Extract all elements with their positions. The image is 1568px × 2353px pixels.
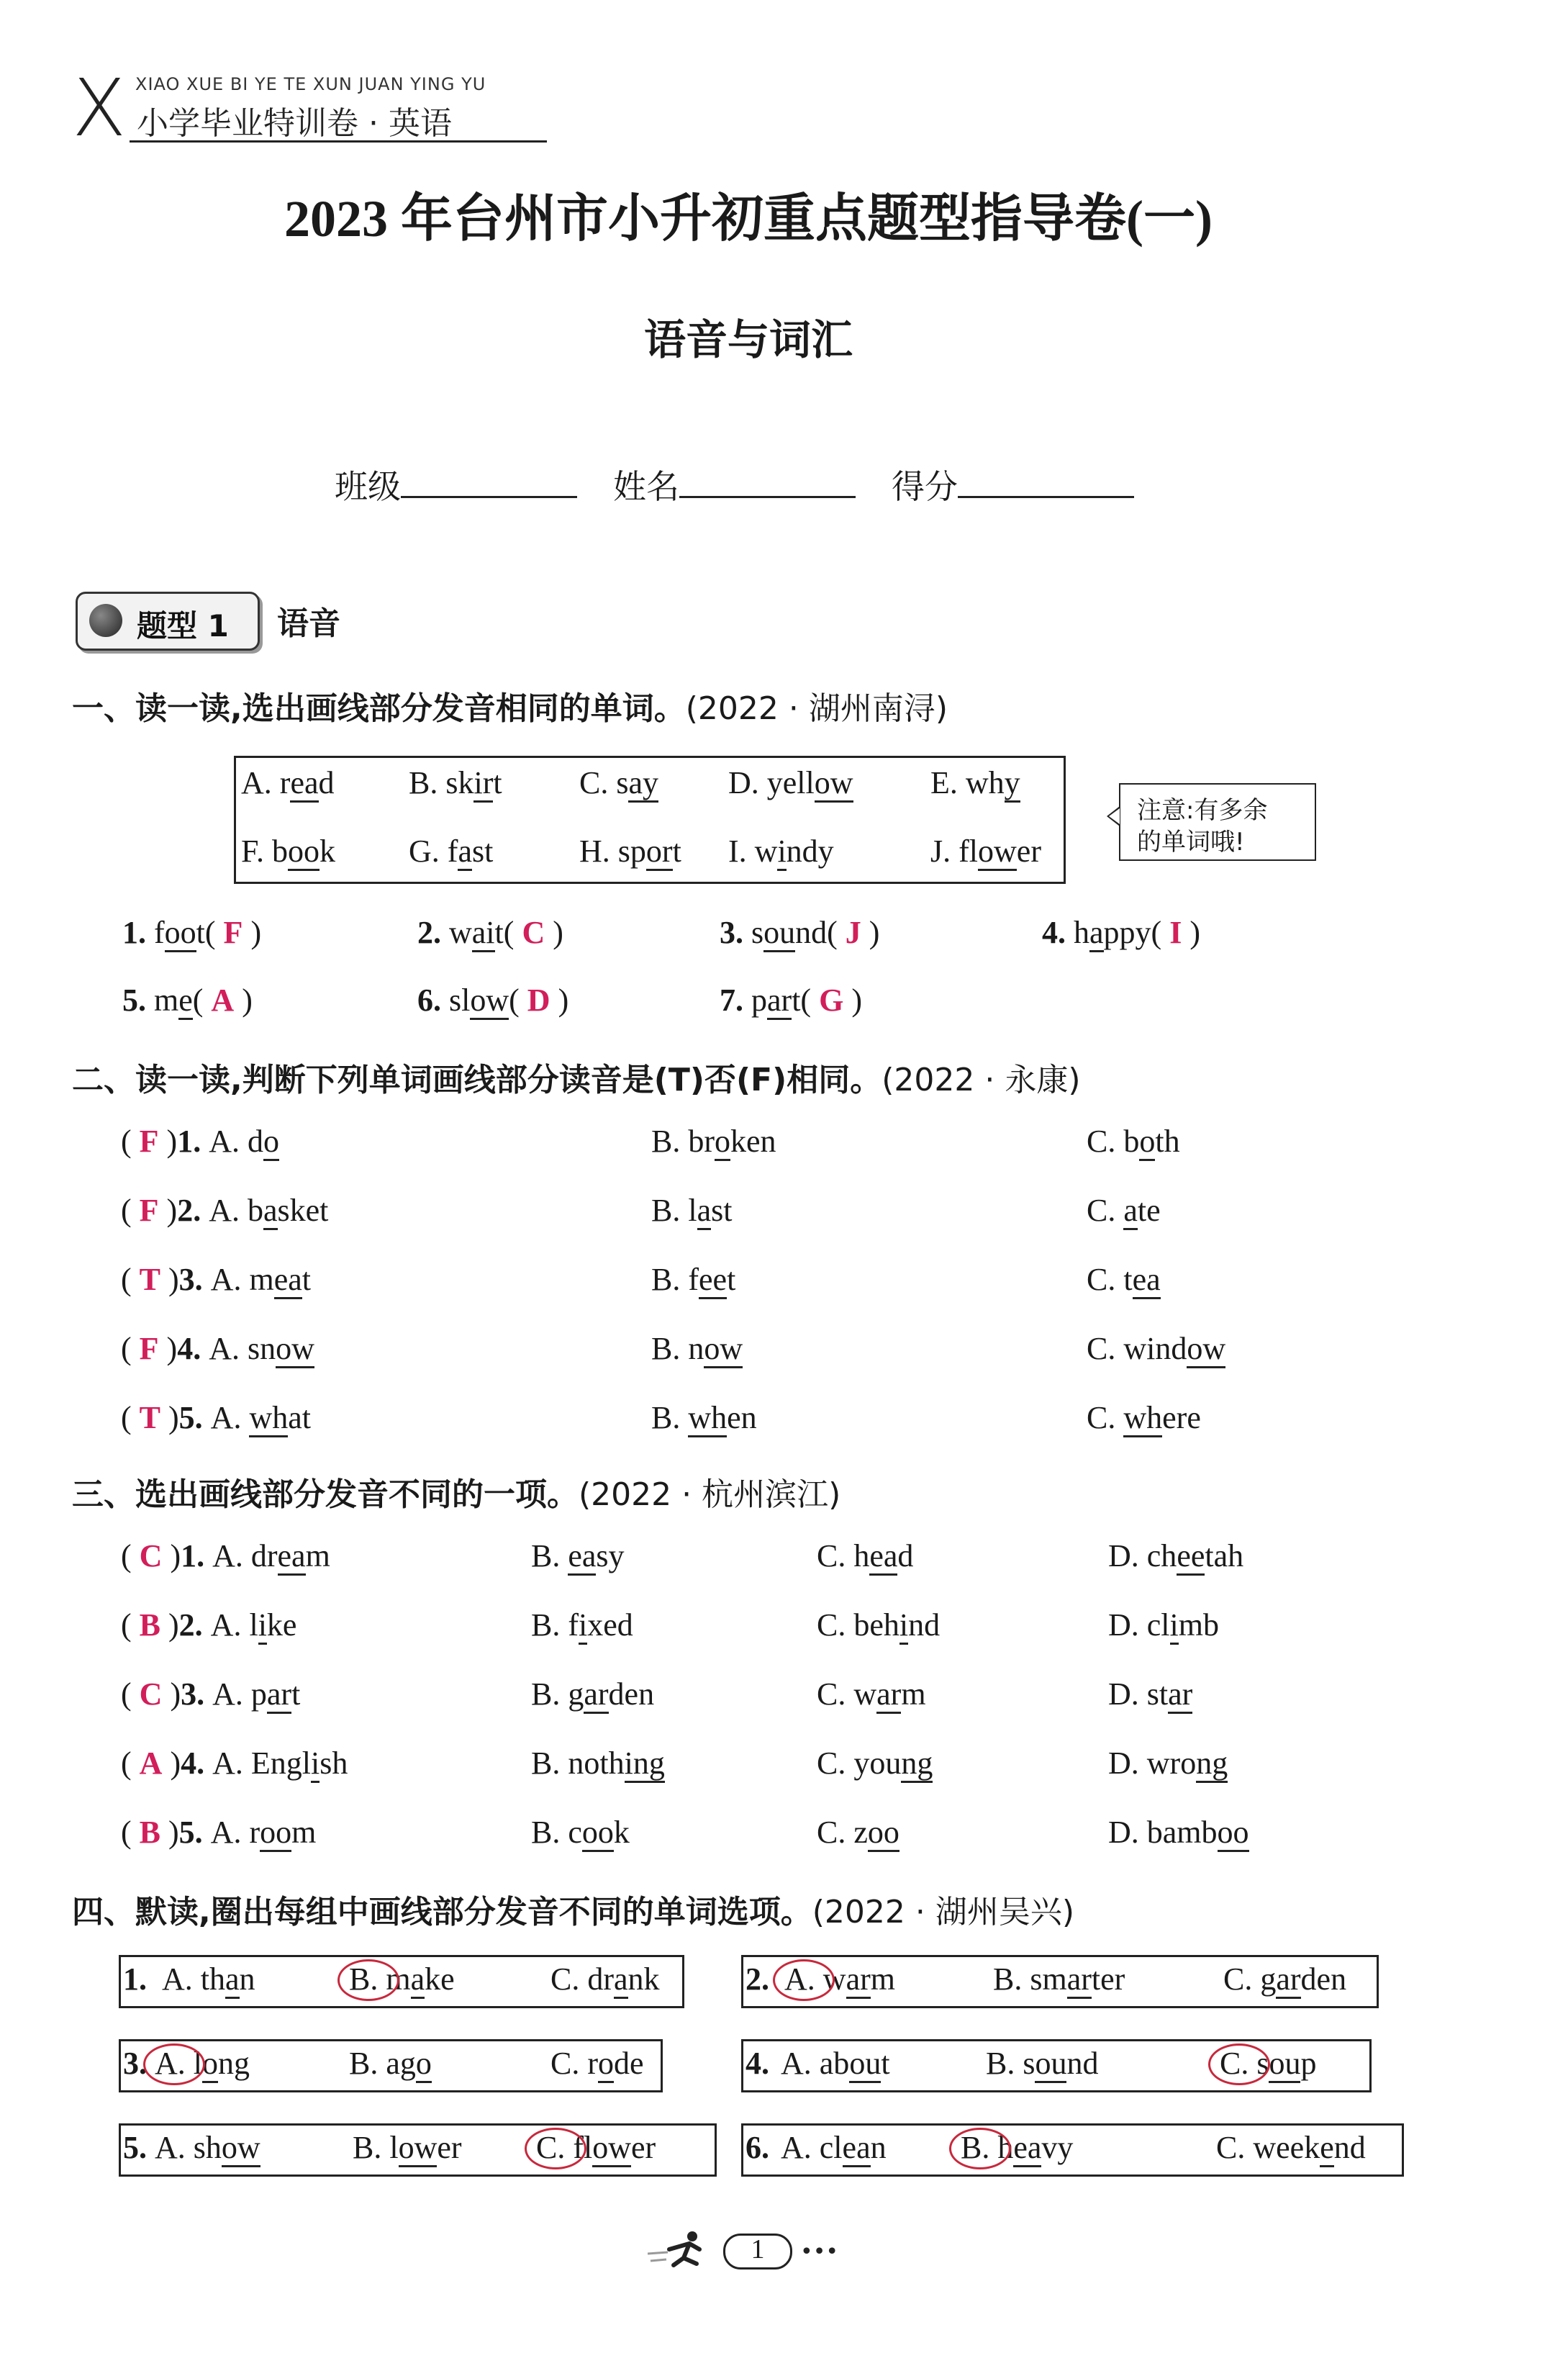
underlined-letters: ar bbox=[1276, 1961, 1300, 1999]
question-number: 1. bbox=[123, 1961, 147, 1997]
option: B. last bbox=[651, 1191, 732, 1231]
option: C. window bbox=[1087, 1329, 1225, 1369]
underlined-letters: oo bbox=[868, 1815, 899, 1852]
info-row bbox=[335, 461, 1134, 508]
option-letter[interactable]: B. bbox=[353, 2130, 382, 2165]
word: wrong bbox=[1147, 1745, 1228, 1783]
option-letter[interactable]: B. bbox=[349, 1961, 379, 1997]
word: soup bbox=[1256, 2046, 1316, 2083]
word: make bbox=[386, 1961, 454, 1999]
question-number: 3. bbox=[123, 2046, 147, 2081]
option bbox=[1216, 2128, 1366, 2168]
badge-ball-icon bbox=[89, 604, 122, 637]
option bbox=[781, 2128, 887, 2168]
underlined-letters: oo bbox=[288, 834, 320, 871]
name-label: 姓名 bbox=[613, 467, 679, 506]
word: climb bbox=[1147, 1607, 1219, 1645]
underlined-letters: ea bbox=[1013, 2130, 1041, 2167]
option bbox=[550, 2043, 644, 2084]
underlined-letters: ing bbox=[625, 1745, 665, 1783]
underlined-letters: ea bbox=[843, 2130, 871, 2167]
word: book bbox=[272, 834, 335, 871]
answer-slot[interactable]: C bbox=[522, 915, 545, 950]
option: D. wrong bbox=[1108, 1743, 1228, 1784]
question-item: 2. wait( C ) bbox=[417, 913, 563, 953]
underlined-letters: ea bbox=[1133, 1262, 1161, 1299]
option: D. climb bbox=[1108, 1605, 1219, 1645]
answer-slot[interactable]: A bbox=[211, 983, 235, 1018]
word: warm bbox=[853, 1676, 925, 1714]
option-letter[interactable]: C. bbox=[536, 2130, 566, 2165]
answer-slot[interactable]: F bbox=[139, 1124, 159, 1159]
underlined-letters: y bbox=[1005, 765, 1020, 803]
question-number: 3. bbox=[720, 915, 751, 950]
option: C. warm bbox=[817, 1674, 926, 1715]
underlined-letters: ow bbox=[815, 765, 853, 803]
option: B. cook bbox=[531, 1812, 630, 1853]
answer-slot[interactable]: C bbox=[139, 1538, 163, 1573]
option-letter[interactable]: A. bbox=[155, 2046, 186, 2081]
underlined-letters: ow bbox=[470, 983, 509, 1020]
question-number: 2. bbox=[177, 1193, 209, 1228]
word: both bbox=[1123, 1124, 1179, 1161]
underlined-letters: e bbox=[178, 983, 193, 1020]
option-letter[interactable]: B. bbox=[986, 2046, 1015, 2081]
word: about bbox=[820, 2046, 890, 2083]
option bbox=[162, 1959, 255, 2000]
bank-word: J. flower bbox=[930, 831, 1041, 872]
question-number: 1. bbox=[177, 1124, 209, 1159]
question-number: 5. bbox=[122, 983, 154, 1018]
word: smarter bbox=[1030, 1961, 1125, 1999]
option: C. tea bbox=[1087, 1260, 1161, 1300]
question-item: 6. slow( D ) bbox=[417, 980, 568, 1021]
badge-label: 题型 1 bbox=[137, 608, 229, 643]
word: sport bbox=[618, 834, 681, 871]
word: sound bbox=[751, 915, 827, 952]
word: slow bbox=[449, 983, 509, 1020]
underlined-letters: ou bbox=[1269, 2046, 1300, 2083]
word: zoo bbox=[853, 1815, 899, 1852]
word: long bbox=[194, 2046, 250, 2083]
word: when bbox=[688, 1400, 756, 1437]
answer-slot[interactable]: T bbox=[139, 1400, 161, 1435]
underlined-letters: ow bbox=[1187, 1331, 1225, 1368]
word: meat bbox=[249, 1262, 311, 1299]
question-item: 4. happy( I ) bbox=[1042, 913, 1200, 953]
underlined-letters: a bbox=[1089, 915, 1104, 952]
bank-word: E. why bbox=[930, 763, 1020, 803]
underlined-letters: ow bbox=[276, 1331, 314, 1368]
word: bamboo bbox=[1147, 1815, 1249, 1852]
name-blank[interactable] bbox=[679, 467, 856, 498]
underlined-letters: ir bbox=[473, 765, 493, 803]
section1-heading: 一、读一读,选出画线部分发音相同的单词。(2022 · 湖州南浔) bbox=[72, 690, 948, 727]
word: say bbox=[616, 765, 658, 803]
bank-word: C. say bbox=[579, 763, 658, 803]
underlined-letters: ar bbox=[846, 1961, 871, 1999]
underlined-letters: a bbox=[225, 1961, 240, 1999]
word: clean bbox=[820, 2130, 887, 2167]
underlined-letters: ea bbox=[568, 1538, 596, 1576]
word: part bbox=[251, 1676, 300, 1714]
word: do bbox=[248, 1124, 279, 1161]
option: B. broken bbox=[651, 1121, 776, 1162]
word: me bbox=[154, 983, 193, 1020]
section2-heading: 二、读一读,判断下列单词画线部分读音是(T)否(F)相同。(2022 · 永康) bbox=[72, 1062, 1081, 1098]
answer-slot[interactable]: F bbox=[139, 1193, 159, 1228]
answer-slot[interactable]: F bbox=[139, 1331, 159, 1366]
question-number: 6. bbox=[746, 2130, 769, 2165]
word: fixed bbox=[568, 1607, 633, 1645]
question-row: ( F )1. A. do bbox=[121, 1121, 279, 1162]
option-letter[interactable]: B. bbox=[961, 2130, 990, 2165]
question-number: 3. bbox=[181, 1676, 213, 1712]
underlined-letters: ng bbox=[901, 1745, 933, 1783]
option-letter[interactable]: C. bbox=[1223, 1961, 1253, 1997]
word: now bbox=[688, 1331, 743, 1368]
word: warm bbox=[823, 1961, 895, 1999]
underlined-letters: ar bbox=[1168, 1676, 1192, 1714]
header-pinyin: XIAO XUE BI YE TE XUN JUAN YING YU bbox=[135, 74, 486, 94]
word: easy bbox=[568, 1538, 624, 1576]
option: B. easy bbox=[531, 1536, 625, 1576]
topic-badge bbox=[76, 592, 260, 651]
option-letter[interactable]: B. bbox=[993, 1961, 1023, 1997]
bank-word: H. sport bbox=[579, 831, 681, 872]
answer-slot[interactable]: F bbox=[223, 915, 243, 950]
underlined-letters: a bbox=[263, 1193, 278, 1230]
logo-letter: X bbox=[72, 62, 127, 154]
option-letter[interactable]: A. bbox=[781, 2046, 812, 2081]
score-label: 得分 bbox=[892, 467, 958, 506]
underlined-letters: a bbox=[614, 1961, 628, 1999]
underlined-letters: oo bbox=[582, 1815, 614, 1852]
underlined-letters: ou bbox=[763, 915, 795, 952]
bank-word: A. read bbox=[241, 763, 335, 803]
underlined-letters: o bbox=[715, 1124, 730, 1161]
word: sound bbox=[1023, 2046, 1098, 2083]
answer-slot[interactable]: T bbox=[139, 1262, 161, 1297]
answer-slot[interactable]: J bbox=[845, 915, 861, 950]
section4-heading: 四、默读,圈出每组中画线部分发音不同的单词选项。(2022 · 湖州吴兴) bbox=[72, 1894, 1074, 1930]
option: B. garden bbox=[531, 1674, 654, 1715]
word: flower bbox=[959, 834, 1041, 871]
word: flower bbox=[573, 2130, 656, 2167]
class-blank[interactable] bbox=[401, 467, 577, 498]
underlined-letters: a bbox=[458, 834, 472, 871]
option: C. head bbox=[817, 1536, 913, 1576]
word: nothing bbox=[568, 1745, 664, 1783]
question-number: 4. bbox=[1042, 915, 1074, 950]
question-number: 5. bbox=[123, 2130, 147, 2165]
option bbox=[993, 1959, 1125, 2000]
question-number: 7. bbox=[720, 983, 751, 1018]
underlined-letters: wh bbox=[249, 1400, 288, 1437]
header bbox=[72, 62, 547, 154]
question-number: 4. bbox=[177, 1331, 209, 1366]
option: C. both bbox=[1087, 1121, 1180, 1162]
underlined-letters: e bbox=[1320, 2130, 1334, 2167]
word: read bbox=[280, 765, 335, 803]
underlined-letters: ee bbox=[1177, 1538, 1205, 1576]
answer-slot[interactable]: B bbox=[139, 1815, 161, 1850]
underlined-letters: i bbox=[311, 1745, 320, 1783]
topic-label: 语音 bbox=[277, 605, 340, 642]
option: B. when bbox=[651, 1398, 757, 1438]
answer-slot[interactable]: B bbox=[139, 1607, 161, 1643]
word: than bbox=[201, 1961, 255, 1999]
underlined-letters: o bbox=[263, 1124, 279, 1161]
underlined-letters: ea bbox=[274, 1262, 302, 1299]
word: ago bbox=[386, 2046, 432, 2083]
page-dots: ••• bbox=[800, 2239, 839, 2264]
word: cheetah bbox=[1147, 1538, 1243, 1576]
underlined-letters: i bbox=[899, 1607, 908, 1645]
score-blank[interactable] bbox=[958, 467, 1134, 498]
word: garden bbox=[568, 1676, 654, 1714]
word: room bbox=[249, 1815, 316, 1852]
answer-circle bbox=[773, 1959, 835, 2001]
option bbox=[353, 2128, 462, 2168]
underlined-letters: wh bbox=[1123, 1400, 1162, 1437]
answer-circle bbox=[143, 2043, 205, 2085]
question-number: 4. bbox=[181, 1745, 213, 1781]
question-number: 4. bbox=[746, 2046, 769, 2081]
option-letter[interactable]: C. bbox=[550, 1961, 580, 1997]
word: cook bbox=[568, 1815, 630, 1852]
word: feet bbox=[688, 1262, 735, 1299]
option-letter[interactable]: B. bbox=[349, 2046, 379, 2081]
question-item: 1. foot( F ) bbox=[122, 913, 261, 953]
option: B. feet bbox=[651, 1260, 735, 1300]
bank-word: D. yellow bbox=[728, 763, 853, 803]
underlined-letters: ee bbox=[699, 1262, 727, 1299]
underlined-letters: a bbox=[1123, 1193, 1138, 1230]
answer-circle bbox=[949, 2128, 1011, 2169]
underlined-letters: ou bbox=[1035, 2046, 1066, 2083]
underlined-letters: i bbox=[1170, 1607, 1179, 1645]
question-row: ( B )5. A. room bbox=[121, 1812, 316, 1853]
option: B. nothing bbox=[531, 1743, 665, 1784]
underlined-letters: o bbox=[598, 2046, 614, 2083]
note-line-1: 注意:有多余 bbox=[1137, 796, 1268, 825]
word: window bbox=[1123, 1331, 1225, 1368]
underlined-letters: i bbox=[777, 834, 786, 871]
option-letter[interactable]: A. bbox=[155, 2130, 186, 2165]
page-subtitle: 语音与词汇 bbox=[643, 315, 853, 364]
underlined-letters: ow bbox=[222, 2130, 260, 2167]
option: D. bamboo bbox=[1108, 1812, 1249, 1853]
underlined-letters: ea bbox=[869, 1538, 897, 1576]
word: lower bbox=[389, 2130, 461, 2167]
word: basket bbox=[248, 1193, 328, 1230]
word: last bbox=[688, 1193, 732, 1230]
option: B. fixed bbox=[531, 1605, 633, 1645]
underlined-letters: ou bbox=[849, 2046, 881, 2083]
question-number: 2. bbox=[746, 1961, 769, 1997]
word: English bbox=[251, 1745, 348, 1783]
question-number: 3. bbox=[178, 1262, 211, 1297]
answer-slot[interactable]: C bbox=[139, 1676, 163, 1712]
word: star bbox=[1147, 1676, 1193, 1714]
question-item: 5. me( A ) bbox=[122, 980, 253, 1021]
underlined-letters: i bbox=[579, 1607, 587, 1645]
underlined-letters: a bbox=[697, 1193, 712, 1230]
answer-slot[interactable]: D bbox=[527, 983, 550, 1018]
option: C. young bbox=[817, 1743, 933, 1784]
option-letter[interactable]: C. bbox=[1220, 2046, 1249, 2081]
underlined-letters: ai bbox=[472, 915, 495, 952]
answer-slot[interactable]: G bbox=[819, 983, 844, 1018]
underlined-letters: ar bbox=[1067, 1961, 1092, 1999]
word: broken bbox=[688, 1124, 776, 1161]
word: skirt bbox=[445, 765, 502, 803]
option bbox=[155, 2128, 260, 2168]
bank-word: B. skirt bbox=[409, 763, 502, 803]
underlined-letters: o bbox=[416, 2046, 432, 2083]
option-letter[interactable]: A. bbox=[162, 1961, 193, 1997]
option: D. cheetah bbox=[1108, 1536, 1243, 1576]
underlined-letters: o bbox=[202, 2046, 218, 2083]
underlined-letters: ar bbox=[876, 1676, 901, 1714]
question-number: 2. bbox=[417, 915, 449, 950]
answer-circle bbox=[1208, 2043, 1270, 2085]
option bbox=[781, 2043, 890, 2084]
question-item: 3. sound( J ) bbox=[720, 913, 879, 953]
underlined-letters: ar bbox=[767, 983, 792, 1020]
question-row: ( C )3. A. part bbox=[121, 1674, 300, 1715]
option bbox=[1223, 1959, 1346, 2000]
underlined-letters: ar bbox=[584, 1676, 608, 1714]
answer-slot[interactable]: I bbox=[1169, 915, 1182, 950]
word: windy bbox=[755, 834, 834, 871]
question-row: ( T )5. A. what bbox=[121, 1398, 311, 1438]
word: tea bbox=[1123, 1262, 1160, 1299]
word: like bbox=[249, 1607, 296, 1645]
word: why bbox=[966, 765, 1020, 803]
option bbox=[349, 2043, 432, 2084]
option-letter[interactable]: C. bbox=[1216, 2130, 1246, 2165]
underlined-letters: oo bbox=[165, 915, 196, 952]
underlined-letters: ow bbox=[592, 2130, 631, 2167]
word: where bbox=[1123, 1400, 1201, 1437]
underlined-letters: ow bbox=[704, 1331, 743, 1368]
question-row: ( B )2. A. like bbox=[121, 1605, 296, 1645]
question-row: ( A )4. A. English bbox=[121, 1743, 348, 1784]
underlined-letters: ow bbox=[399, 2130, 438, 2167]
question-row: ( F )4. A. snow bbox=[121, 1329, 314, 1369]
class-label: 班级 bbox=[335, 467, 401, 506]
section3-heading: 三、选出画线部分发音不同的一项。(2022 · 杭州滨江) bbox=[72, 1476, 841, 1513]
word: part bbox=[751, 983, 800, 1020]
answer-circle bbox=[337, 1959, 399, 2001]
underlined-letters: i bbox=[258, 1607, 267, 1645]
underlined-letters: ng bbox=[1196, 1745, 1228, 1783]
word: foot bbox=[154, 915, 205, 952]
page-number: 1 bbox=[751, 2234, 765, 2264]
underlined-letters: ar bbox=[267, 1676, 291, 1714]
question-number: 6. bbox=[417, 983, 449, 1018]
word: heavy bbox=[997, 2130, 1073, 2167]
word: snow bbox=[248, 1331, 314, 1368]
word: show bbox=[194, 2130, 260, 2167]
note-line-2: 的单词哦! bbox=[1137, 828, 1245, 857]
question-number: 1. bbox=[181, 1538, 213, 1573]
question-row: ( C )1. A. dream bbox=[121, 1536, 330, 1576]
word: ate bbox=[1123, 1193, 1160, 1230]
page-title: 2023 年台州市小升初重点题型指导卷(一) bbox=[284, 190, 1213, 248]
word: drank bbox=[587, 1961, 659, 1999]
question-number: 2. bbox=[178, 1607, 211, 1643]
underlined-letters: ay bbox=[628, 765, 658, 803]
option-letter[interactable]: A. bbox=[781, 2130, 812, 2165]
option: C. zoo bbox=[817, 1812, 899, 1853]
bank-word: F. book bbox=[241, 831, 335, 872]
answer-slot[interactable]: A bbox=[139, 1745, 163, 1781]
question-number: 1. bbox=[122, 915, 154, 950]
underlined-letters: ea bbox=[278, 1538, 306, 1576]
underlined-letters: ea bbox=[290, 765, 318, 803]
word: behind bbox=[853, 1607, 940, 1645]
option: C. ate bbox=[1087, 1191, 1161, 1231]
header-series: 小学毕业特训卷 · 英语 bbox=[137, 105, 452, 142]
underlined-letters: or bbox=[646, 834, 673, 871]
underlined-letters: oo bbox=[260, 1815, 291, 1852]
option: D. star bbox=[1108, 1674, 1192, 1715]
question-number: 5. bbox=[178, 1400, 211, 1435]
underlined-letters: oo bbox=[1218, 1815, 1249, 1852]
option bbox=[986, 2043, 1098, 2084]
option: B. now bbox=[651, 1329, 743, 1369]
word: wait bbox=[449, 915, 504, 952]
option-letter[interactable]: C. bbox=[550, 2046, 580, 2081]
bank-word: G. fast bbox=[409, 831, 493, 872]
option bbox=[550, 1959, 660, 2000]
option: C. where bbox=[1087, 1398, 1201, 1438]
word: what bbox=[249, 1400, 311, 1437]
underlined-letters: a bbox=[411, 1961, 425, 1999]
underlined-letters: wh bbox=[688, 1400, 727, 1437]
word: yellow bbox=[767, 765, 853, 803]
question-item: 7. part( G ) bbox=[720, 980, 862, 1021]
question-row: ( T )3. A. meat bbox=[121, 1260, 311, 1300]
option-letter[interactable]: A. bbox=[784, 1961, 815, 1997]
footer-runner-icon bbox=[648, 2228, 720, 2271]
question-number: 5. bbox=[178, 1815, 211, 1850]
question-row: ( F )2. A. basket bbox=[121, 1191, 328, 1231]
word: happy bbox=[1074, 915, 1151, 952]
underlined-letters: o bbox=[1139, 1124, 1155, 1161]
word: dream bbox=[251, 1538, 330, 1576]
header-rule bbox=[130, 140, 547, 143]
option: C. behind bbox=[817, 1605, 940, 1645]
bank-word: I. windy bbox=[728, 831, 834, 872]
word: young bbox=[853, 1745, 933, 1783]
word: rode bbox=[587, 2046, 643, 2083]
word: garden bbox=[1260, 1961, 1346, 1999]
underlined-letters: ow bbox=[978, 834, 1017, 871]
word: weekend bbox=[1253, 2130, 1365, 2167]
answer-circle bbox=[525, 2128, 586, 2169]
word: fast bbox=[448, 834, 494, 871]
word: head bbox=[853, 1538, 913, 1576]
